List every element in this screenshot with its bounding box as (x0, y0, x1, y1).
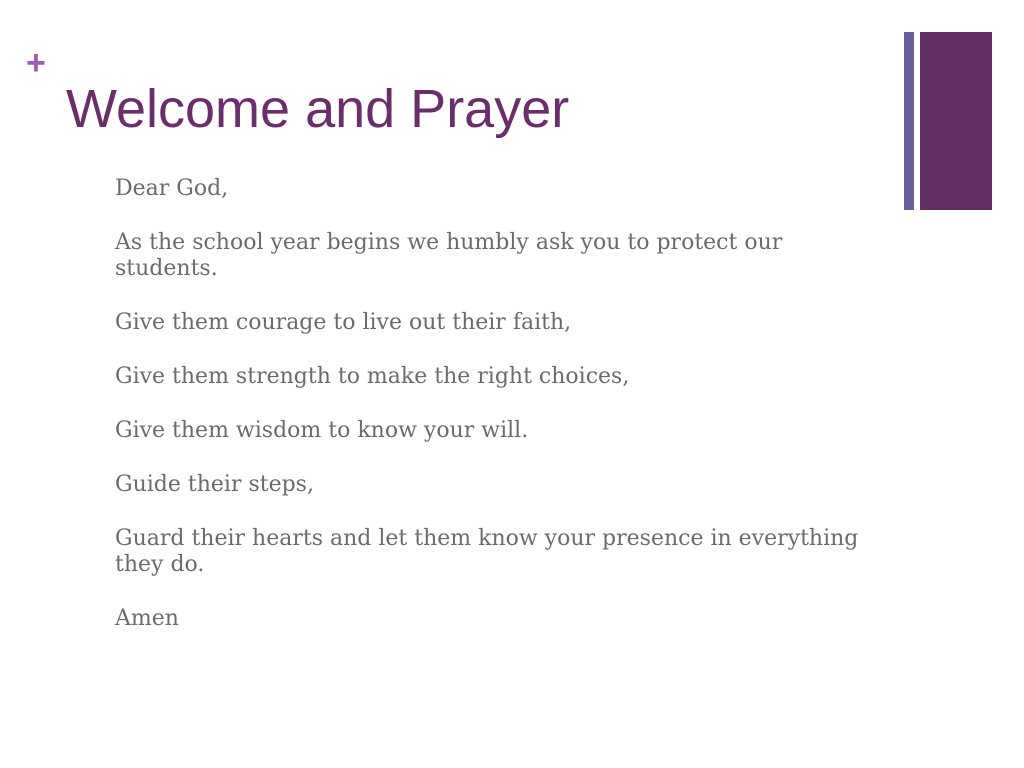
prayer-line: As the school year begins we humbly ask you to protect our students. (115, 230, 783, 281)
prayer-line: Amen (115, 606, 179, 631)
decorative-thick-bar (920, 32, 992, 210)
prayer-line: Guide their steps, (115, 472, 314, 497)
decorative-thin-bar (904, 32, 914, 210)
prayer-line: Give them wisdom to know your will. (115, 418, 529, 443)
slide-title: Welcome and Prayer (66, 79, 570, 139)
prayer-body (115, 176, 875, 660)
plus-icon: + (26, 44, 46, 82)
prayer-line: Give them strength to make the right choices, (115, 364, 630, 389)
prayer-line: Dear God, (115, 176, 229, 201)
prayer-line: Give them courage to live out their faith, (115, 310, 572, 335)
prayer-line: Guard their hearts and let them know your presence in everything they do. (115, 526, 859, 577)
